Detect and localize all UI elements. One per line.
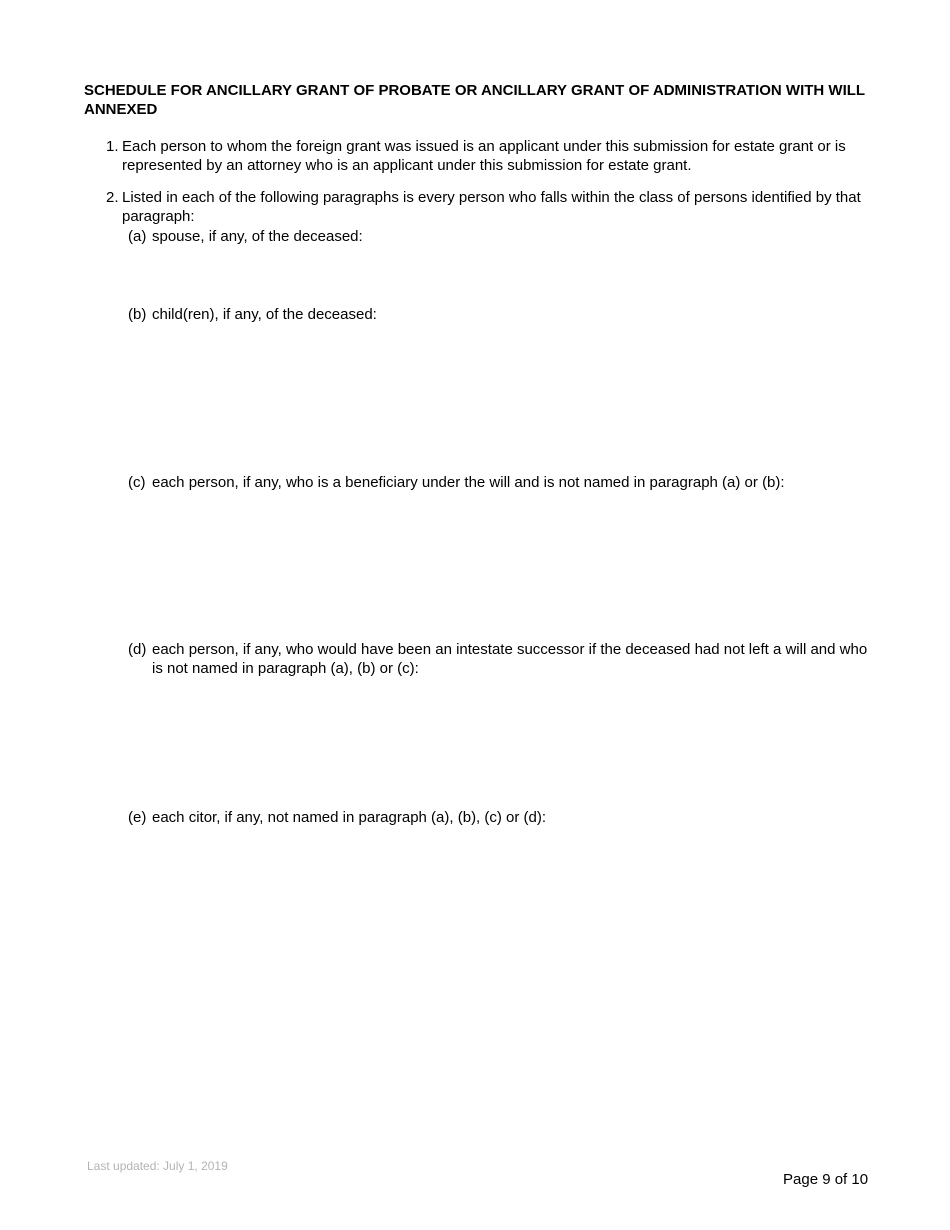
subparagraph-label: (d)	[128, 641, 147, 658]
page-number: Page 9 of 10	[783, 1171, 869, 1188]
subparagraph-label: (b)	[128, 306, 147, 323]
numbered-item-2	[106, 188, 866, 226]
item-number: 1.	[106, 138, 119, 155]
subparagraph-label: (e)	[128, 809, 147, 826]
subparagraph-e	[128, 808, 868, 827]
subparagraph-text: spouse, if any, of the deceased:	[152, 228, 363, 245]
item-number: 2.	[106, 189, 119, 206]
numbered-item-1	[106, 137, 866, 175]
schedule-heading: SCHEDULE FOR ANCILLARY GRANT OF PROBATE OR ANCILLARY GRANT OF ADMINISTRATION WITH WILL ANNEXED	[84, 82, 865, 118]
subparagraph-text: each citor, if any, not named in paragraph (a), (b), (c) or (d):	[152, 809, 547, 826]
last-updated-note: Last updated: July 1, 2019	[87, 1159, 228, 1173]
subparagraph-b	[128, 305, 868, 324]
subparagraph-c	[128, 473, 868, 492]
subparagraph-text: each person, if any, who would have been an intestate successor if the deceased had not left a will and who is not named in paragraph (a), (b) or (c):	[152, 641, 868, 677]
subparagraph-text: each person, if any, who is a beneficiary under the will and is not named in paragraph (a) or (b):	[152, 474, 785, 491]
item-text: Each person to whom the foreign grant was issued is an applicant under this submission for estate grant or is represented by an attorney who is an applicant under this submission for estate grant.	[122, 138, 846, 174]
subparagraph-label: (c)	[128, 474, 146, 491]
subparagraph-a	[128, 227, 868, 246]
item-text: Listed in each of the following paragraphs is every person who falls within the class of persons identified by that paragraph:	[122, 189, 861, 225]
subparagraph-text: child(ren), if any, of the deceased:	[152, 306, 377, 323]
subparagraph-label: (a)	[128, 228, 147, 245]
subparagraph-d	[128, 640, 868, 678]
